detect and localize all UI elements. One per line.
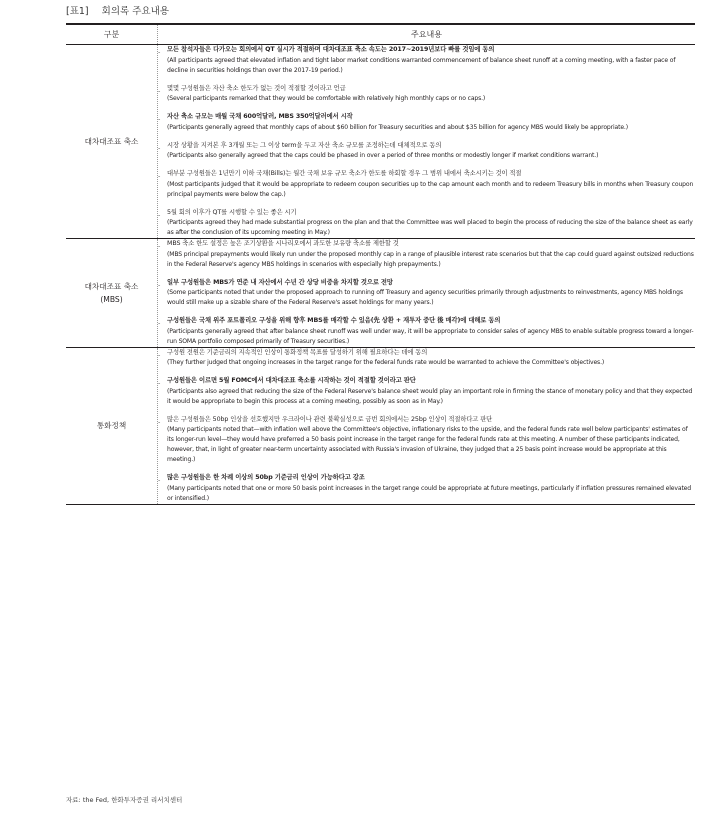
item-korean-text: 5월 회의 이후가 QT를 시행할 수 있는 좋은 시기 — [167, 208, 297, 216]
item-korean-text: 구성원 전원은 기준금리의 지속적인 인상이 통화정책 목표를 달성하기 위해 필요하다는 데에 동의 — [167, 348, 428, 356]
list-item — [158, 239, 695, 270]
bullet-dash: - — [158, 319, 161, 327]
item-english-text: (Participants also agreed that reducing the size of the Federal Reserve's balance sheet would play an important role in firming the stance of monetary policy and that they expected it would be appropriate to begin this process at a coming meeting, possibly as soon as in May.) — [167, 387, 693, 405]
category-label: 대차대조표 축소 — [84, 281, 139, 291]
bullet-dash: - — [158, 172, 161, 180]
list-item — [158, 415, 695, 466]
content-cell — [158, 347, 696, 504]
list-item — [158, 278, 695, 309]
summary-table — [66, 23, 695, 505]
list-item — [158, 84, 695, 105]
bullet-dash: - — [158, 379, 161, 387]
list-item — [158, 316, 695, 347]
bullet-dash: - — [158, 48, 161, 56]
item-korean-text: 시장 상황을 지켜본 후 3개월 또는 그 이상 term을 두고 자산 축소 규모를 조정하는데 대체적으로 동의 — [167, 141, 442, 149]
item-english-text: (Many participants noted that—with inflation well above the Committee's objective, inflationary risks to the upside, and the federal funds rate well below participants' estimates of its longer-run level—they would have preferred a 50 basis point increase in the target range for the federal funds rate at this meeting. A number of these participants indicated, however, that, in light of greater near-term uncertainty associated with Russia's invasion of Ukraine, they judged that a 25 basis point increase would be appropriate at this meeting.) — [167, 426, 688, 463]
item-english-text: (Participants agreed they had made substantial progress on the plan and that the Committee was well placed to begin the process of reducing the size of the balance sheet as early as after the conclusion of its upcoming meeting in May.) — [167, 219, 693, 236]
category-sublabel: (MBS) — [100, 294, 123, 304]
table-tag: [표1] — [66, 6, 89, 17]
item-english-text: (Participants generally agreed that after balance sheet runoff was well under way, it will be appropriate to consider sales of agency MBS to enable suitable progress toward a longer-run SOMA portfolio composed primarily of Treasury securities.) — [167, 327, 694, 345]
table-row — [66, 239, 695, 348]
table-title — [66, 3, 169, 17]
header-category: 구분 — [66, 24, 158, 45]
table-header-row — [66, 24, 695, 45]
item-korean-text: 구성원들은 이르면 5월 FOMC에서 대차대조표 축소를 시작하는 것이 적절할 것이라고 판단 — [167, 377, 416, 384]
list-item — [158, 169, 695, 200]
bullet-dash: - — [158, 417, 161, 426]
bullet-dash: - — [158, 115, 161, 123]
item-korean-text: 구성원들은 국채 위주 포트폴리오 구성을 위해 향후 MBS를 매각할 수 있음(先 상환 + 재투자 중단 後 매각)에 대해로 동의 — [167, 317, 501, 324]
item-english-text: (Participants also generally agreed that the caps could be phased in over a period of three months or modestly longer if market conditions warrant.) — [167, 152, 599, 159]
item-korean-text: 일부 구성원들은 MBS가 연준 내 자산에서 수년 간 상당 비중을 차지할 것으로 전망 — [167, 278, 393, 286]
item-english-text: (All participants agreed that elevated inflation and tight labor market conditions warranted commencement of balance sheet runoff at a coming meeting, with a faster pace of decline in securities holdings than over the 2017-19 period.) — [167, 56, 676, 74]
item-korean-text: 몇몇 구성원들은 자산 축소 한도가 없는 것이 적절할 것이라고 언급 — [167, 84, 346, 92]
bullet-dash: - — [158, 476, 161, 484]
item-english-text: (MBS principal prepayments would likely run under the proposed monthly cap in a range of plausible interest rate scenarios but that the cap could guard against outsized reductions in the Federal Reserve's agency MBS holdings in scenarios with especially high prepayments.) — [167, 250, 694, 268]
category-label: 대차대조표 축소 — [84, 137, 139, 146]
item-english-text: (Some participants noted that under the proposed approach to running off Treasury and agency securities primarily through adjustments to reinvestments, agency MBS holdings would still make up a sizable share of the Federal Reserve's asset holdings for many years.) — [167, 289, 683, 306]
category-cell — [66, 45, 158, 239]
bullet-dash: - — [158, 86, 161, 95]
header-content: 주요내용 — [158, 24, 696, 45]
item-english-text: (Many participants noted that one or more 50 basis point increases in the target range could be appropriate at future meetings, particularly if inflation pressures remained elevated or intensified.) — [167, 484, 692, 502]
list-item — [158, 112, 695, 133]
item-korean-text: 많은 구성원들은 한 차례 이상의 50bp 기준금리 인상이 가능하다고 강조 — [167, 474, 365, 481]
bullet-dash: - — [158, 242, 161, 250]
bullet-dash: - — [158, 280, 161, 289]
table-row — [66, 347, 695, 504]
category-cell — [66, 347, 158, 504]
bullet-dash: - — [158, 350, 161, 359]
source-note: 자료: the Fed, 한화투자증권 리서치센터 — [66, 796, 183, 804]
bullet-dash: - — [158, 143, 161, 152]
item-korean-text: MBS 축소 한도 설정은 높은 조기상환을 시나리오에서 과도한 보유량 축소를 제한할 것 — [167, 240, 399, 247]
item-korean-text: 자산 축소 규모는 매월 국채 600억달러, MBS 350억달러에서 시작 — [167, 113, 353, 120]
list-item — [158, 141, 695, 162]
item-korean-text: 모든 참석자들은 다가오는 회의에서 QT 실시가 적절하며 대차대조표 축소 속도는 2017~2019년보다 빠를 것임에 동의 — [167, 46, 495, 53]
table-row — [66, 45, 695, 239]
table-title-text: 회의록 주요내용 — [101, 6, 169, 17]
item-english-text: (They further judged that ongoing increases in the target range for the federal funds rate would be warranted to achieve the Committee's objectives.) — [167, 359, 605, 366]
content-cell — [158, 239, 696, 348]
list-item — [158, 473, 695, 504]
bullet-dash: - — [158, 210, 161, 219]
category-cell — [66, 239, 158, 348]
item-korean-text: 대부분 구성원들은 1년만기 이하 국채(Bills)는 월간 국채 보유 규모 축소가 한도를 하회할 경우 그 범위 내에서 축소시키는 것이 적절 — [167, 170, 522, 177]
list-item — [158, 376, 695, 407]
content-cell — [158, 45, 696, 239]
item-english-text: (Most participants judged that it would be appropriate to redeem coupon securities up to the cap amount each month and to redeem Treasury bills in months when Treasury coupon principal payments were below the cap.) — [167, 180, 694, 198]
list-item — [158, 45, 695, 76]
item-korean-text: 많은 구성원들은 50bp 인상을 선호했지만 우크라이나 관련 불확실성으로 금번 회의에서는 25bp 인상이 적절하다고 판단 — [167, 415, 493, 423]
item-english-text: (Participants generally agreed that monthly caps of about $60 billion for Treasury securities and about $35 billion for agency MBS would likely be appropriate.) — [167, 123, 628, 131]
category-label: 통화정책 — [96, 421, 127, 430]
list-item — [158, 348, 695, 369]
item-english-text: (Several participants remarked that they would be comfortable with relatively high monthly caps or no caps.) — [167, 95, 486, 102]
list-item — [158, 208, 695, 239]
